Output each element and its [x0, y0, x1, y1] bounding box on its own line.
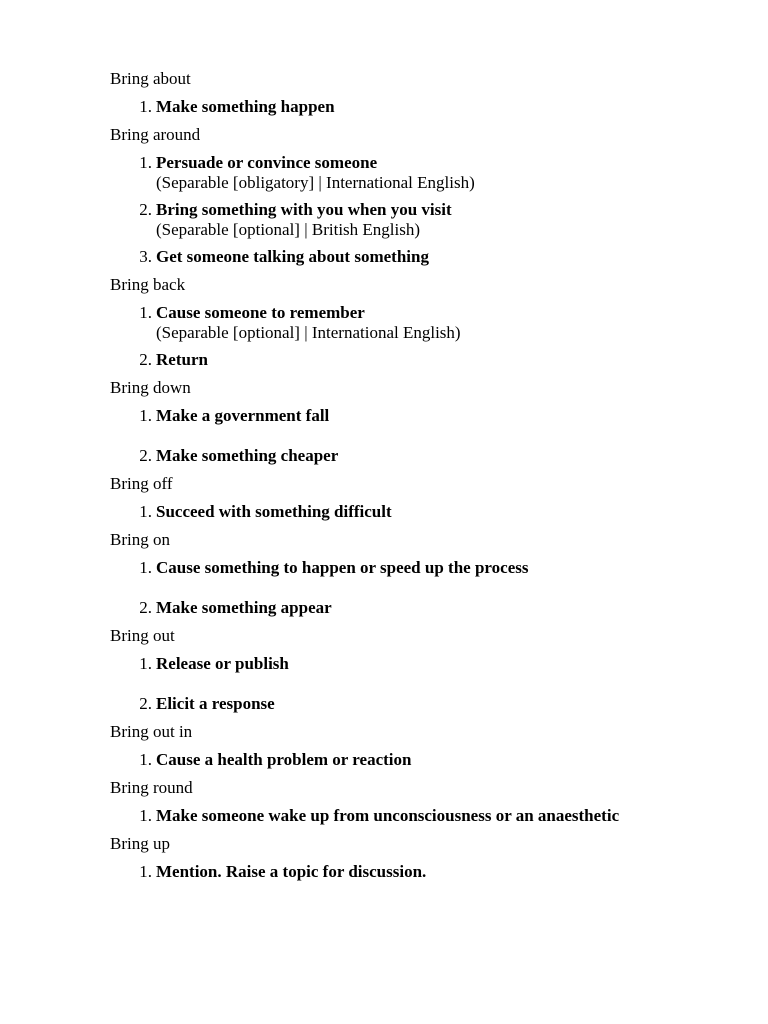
entry-bring-on: [0, 529, 768, 618]
definition-meaning: Mention. Raise a topic for discussion.: [156, 862, 427, 881]
definition-meaning: Persuade or convince someone: [156, 153, 378, 172]
definition-number: 1.: [139, 97, 152, 116]
entry-bring-out: [0, 625, 768, 714]
definition-number: 1.: [139, 750, 152, 769]
definition-meaning: Make a government fall: [156, 406, 330, 425]
definition-number: 1.: [139, 153, 152, 172]
definition-number: 2.: [139, 598, 152, 617]
definition-list: [0, 806, 768, 826]
entry-bring-down: [0, 377, 768, 466]
phrasal-verb-term: Bring about: [110, 69, 191, 88]
phrasal-verb-term: Bring on: [110, 530, 170, 549]
definition-list: [0, 406, 768, 466]
phrasal-verb-term: Bring down: [110, 378, 191, 397]
definition-number: 1.: [139, 558, 152, 577]
definition-note: (Separable [optional] | British English): [156, 220, 421, 239]
definition-meaning: Cause something to happen or speed up the process: [156, 558, 529, 577]
definition-meaning: Release or publish: [156, 654, 289, 673]
definition-item: [139, 694, 768, 714]
definition-item: [139, 97, 768, 117]
definition-item: [139, 598, 768, 618]
definition-number: 1.: [139, 502, 152, 521]
definition-note: (Separable [optional] | International English): [156, 323, 461, 342]
definition-meaning: Elicit a response: [156, 694, 275, 713]
definition-item: [139, 862, 768, 882]
definition-number: 3.: [139, 247, 152, 266]
definition-number: 1.: [139, 862, 152, 881]
definition-item: [139, 446, 768, 466]
entry-bring-up: [0, 833, 768, 882]
definition-number: 2.: [139, 350, 152, 369]
definition-number: 2.: [139, 200, 152, 219]
entry-bring-about: [0, 68, 768, 117]
definition-meaning: Make something happen: [156, 97, 335, 116]
definition-number: 1.: [139, 303, 152, 322]
definition-item: [139, 153, 768, 193]
definition-item: [139, 200, 768, 240]
definition-item: [139, 303, 768, 343]
definition-item: [139, 806, 768, 826]
entry-bring-back: [0, 274, 768, 370]
definition-number: 2.: [139, 694, 152, 713]
definition-list: [0, 862, 768, 882]
phrasal-verb-term: Bring up: [110, 834, 170, 853]
definition-list: [0, 97, 768, 117]
definition-meaning: Bring something with you when you visit: [156, 200, 452, 219]
entry-bring-around: [0, 124, 768, 267]
definition-item: [139, 502, 768, 522]
definition-list: [0, 750, 768, 770]
definition-meaning: Cause someone to remember: [156, 303, 365, 322]
definition-meaning: Make something cheaper: [156, 446, 339, 465]
definition-number: 2.: [139, 446, 152, 465]
entry-bring-round: [0, 777, 768, 826]
entry-bring-off: [0, 473, 768, 522]
definition-meaning: Make someone wake up from unconsciousness or an anaesthetic: [156, 806, 620, 825]
phrasal-verb-term: Bring out: [110, 626, 175, 645]
definition-item: [139, 654, 768, 674]
definition-item: [139, 350, 768, 370]
definition-meaning: Make something appear: [156, 598, 332, 617]
definition-number: 1.: [139, 406, 152, 425]
phrasal-verb-term: Bring out in: [110, 722, 193, 741]
definition-list: [0, 502, 768, 522]
definition-list: [0, 153, 768, 267]
definition-item: [139, 406, 768, 426]
definition-item: [139, 558, 768, 578]
entry-bring-out-in: [0, 721, 768, 770]
definition-list: [0, 654, 768, 714]
definition-number: 1.: [139, 654, 152, 673]
definition-item: [139, 750, 768, 770]
phrasal-verb-term: Bring off: [110, 474, 173, 493]
definition-note: (Separable [obligatory] | International English): [156, 173, 475, 192]
definition-meaning: Return: [156, 350, 208, 369]
definition-meaning: Cause a health problem or reaction: [156, 750, 412, 769]
definition-number: 1.: [139, 806, 152, 825]
phrasal-verb-term: Bring round: [110, 778, 193, 797]
definition-list: [0, 558, 768, 618]
definition-list: [0, 303, 768, 370]
definition-item: [139, 247, 768, 267]
phrasal-verb-term: Bring around: [110, 125, 201, 144]
phrasal-verb-term: Bring back: [110, 275, 186, 294]
definition-meaning: Succeed with something difficult: [156, 502, 392, 521]
definition-meaning: Get someone talking about something: [156, 247, 429, 266]
